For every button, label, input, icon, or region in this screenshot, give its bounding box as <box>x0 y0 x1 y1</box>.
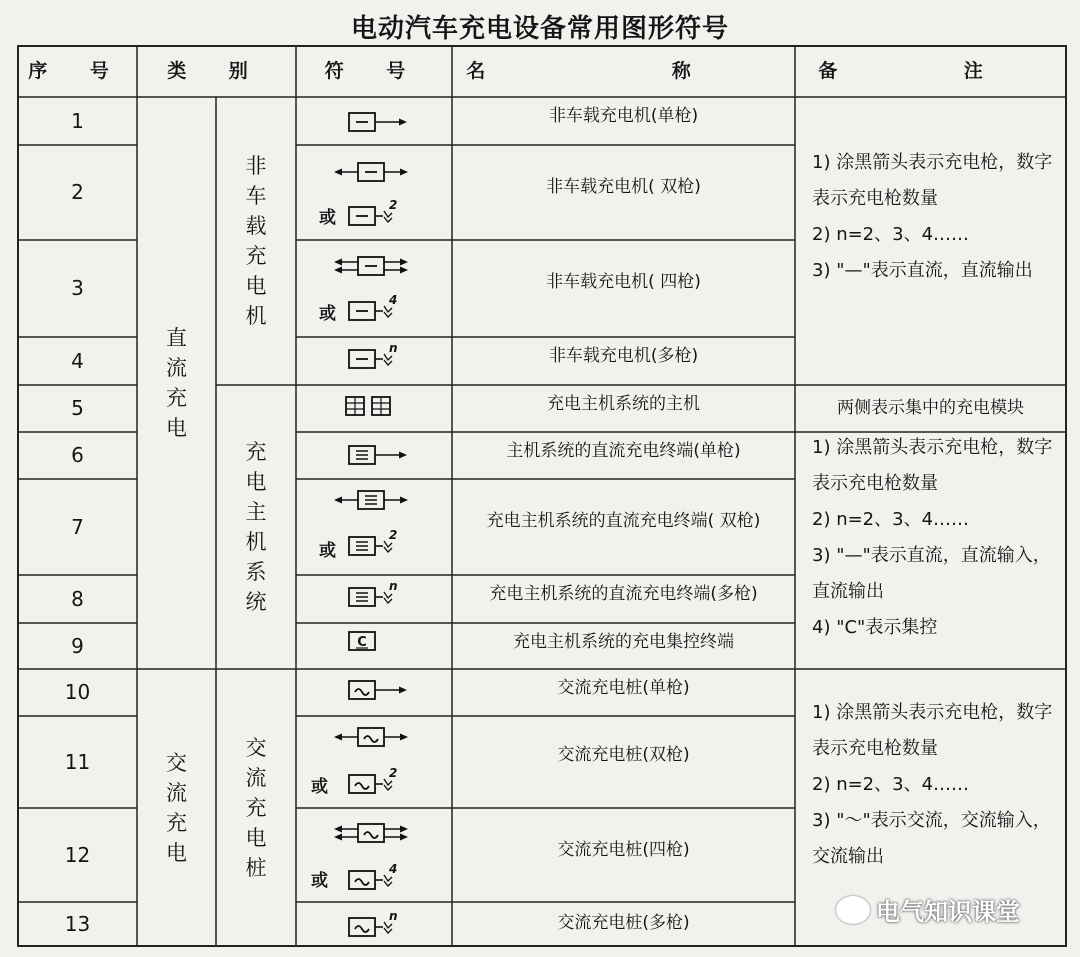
gun-count-label: n <box>389 341 398 355</box>
remark-line: 表示充电枪数量 <box>812 188 938 209</box>
gun-count-label: n <box>389 909 398 923</box>
remark-line: 表示充电枪数量 <box>812 473 938 494</box>
ac-pile-quad-symbol <box>332 820 412 846</box>
offboard-quad-alt-symbol <box>345 297 395 323</box>
remark-line: 3) "～"表示交流，交流输入， <box>812 810 1051 831</box>
ac-pile-double-symbol <box>332 725 412 749</box>
row-number: 3 <box>71 276 84 300</box>
remark-line: 直流输出 <box>812 581 884 602</box>
symbol-name: 充电主机系统的直流充电终端( 双枪) <box>486 510 761 531</box>
gun-count-label: n <box>389 579 398 593</box>
gun-count-label: 2 <box>389 198 398 212</box>
host-terminal-double-alt-symbol <box>345 532 395 558</box>
symbol-name: 充电主机系统的主机 <box>547 394 700 415</box>
symbol-name: 交流充电桩(单枪) <box>557 678 690 699</box>
symbol-name: 非车载充电机(单枪) <box>548 106 699 127</box>
host-terminal-single-symbol <box>345 443 415 467</box>
row-number: 8 <box>71 586 84 611</box>
remark-line: 2) n=2、3、4…… <box>812 774 970 795</box>
gun-count-label: 2 <box>389 528 398 542</box>
or-label: 或 <box>319 541 336 561</box>
or-label: 或 <box>311 871 328 891</box>
host-control-terminal-symbol <box>345 628 385 654</box>
or-label: 或 <box>319 304 336 324</box>
symbol-name: 交流充电桩(双枪) <box>557 745 690 766</box>
symbol-name: 主机系统的直流充电终端(单枪) <box>506 441 741 462</box>
ac-pile-single-symbol <box>345 678 415 702</box>
symbol-name: 非车载充电机( 双枪) <box>546 176 701 197</box>
remark-dc-offboard <box>812 145 1052 289</box>
subcategory-host-system: 充 电 主 机 系 统 <box>245 440 267 614</box>
host-terminal-double-symbol <box>332 488 412 512</box>
host-terminal-multi-symbol <box>345 583 395 609</box>
subcategory-ac-pile: 交 流 充 电 桩 <box>245 735 267 880</box>
symbol-name: 充电主机系统的充电集控终端 <box>513 632 734 653</box>
row-number: 11 <box>64 749 91 774</box>
row-number: 1 <box>71 108 84 133</box>
watermark <box>836 892 1020 927</box>
offboard-quad-symbol <box>332 253 412 279</box>
symbol-name: 交流充电桩(四枪) <box>557 839 690 860</box>
remark-line: 交流输出 <box>812 846 884 867</box>
symbol-name: 非车载充电机(多枪) <box>548 346 699 367</box>
gun-count-label: 2 <box>389 766 398 780</box>
category-dc-charging: 直 流 充 电 <box>166 326 187 440</box>
remark-line: 1) 涂黑箭头表示充电枪，数字 <box>812 702 1053 723</box>
remark-line: 2) n=2、3、4…… <box>812 224 970 245</box>
remark-line: 4) "C"表示集控 <box>812 617 938 638</box>
header-seq: 序 号 <box>28 59 127 82</box>
row-number: 9 <box>71 633 84 658</box>
row-number: 6 <box>71 443 84 467</box>
offboard-double-alt-symbol <box>345 202 395 228</box>
ac-pile-double-alt-symbol <box>345 770 395 796</box>
offboard-double-symbol <box>332 160 412 184</box>
gun-count-label: 4 <box>389 862 398 876</box>
host-main-symbol <box>344 394 404 420</box>
row-number: 2 <box>71 180 84 204</box>
remark-line: 2) n=2、3、4…… <box>812 509 970 530</box>
gun-count-label: 4 <box>389 293 398 307</box>
row-number: 10 <box>64 680 91 704</box>
remark-line: 3) "—"表示直流，直流输出 <box>812 260 1033 281</box>
row-number: 12 <box>64 842 91 867</box>
remark-line: 1) 涂黑箭头表示充电枪，数字 <box>812 437 1053 458</box>
ac-pile-multi-symbol <box>345 913 395 939</box>
category-ac-charging: 交 流 充 电 <box>166 750 187 865</box>
wechat-logo-icon <box>836 896 870 924</box>
or-label: 或 <box>319 208 336 228</box>
symbol-name: 非车载充电机( 四枪) <box>546 271 701 292</box>
remark-line: 表示充电枪数量 <box>812 738 938 759</box>
row-number: 13 <box>64 911 91 936</box>
or-label: 或 <box>311 777 328 797</box>
symbol-name: 交流充电桩(多枪) <box>557 913 690 934</box>
offboard-single-symbol <box>345 110 415 134</box>
ac-pile-quad-alt-symbol <box>345 866 395 892</box>
remark-dc-host-system <box>812 430 1052 646</box>
offboard-multi-symbol <box>345 345 395 371</box>
header-name: 名 称 <box>466 59 781 82</box>
row-number: 5 <box>71 396 84 420</box>
subcategory-offboard-charger: 非 车 载 充 电 机 <box>245 154 267 328</box>
symbol-name: 充电主机系统的直流充电终端(多枪) <box>489 584 758 605</box>
svg-text:C: C <box>357 635 367 650</box>
watermark-text: 电气知识课堂 <box>876 898 1020 926</box>
row-number: 7 <box>71 514 84 539</box>
remark-host: 两侧表示集中的充电模块 <box>837 397 1024 418</box>
remark-ac-pile <box>812 695 1052 875</box>
remark-line: 1) 涂黑箭头表示充电枪，数字 <box>812 152 1053 173</box>
remark-line: 3) "—"表示直流，直流输入， <box>812 545 1051 566</box>
header-symbol: 符 号 <box>324 59 424 82</box>
document-title: 电动汽车充电设备常用图形符号 <box>350 14 729 44</box>
header-remark: 备 注 <box>818 59 1043 82</box>
row-number: 4 <box>71 348 84 373</box>
header-category: 类 别 <box>167 59 266 82</box>
